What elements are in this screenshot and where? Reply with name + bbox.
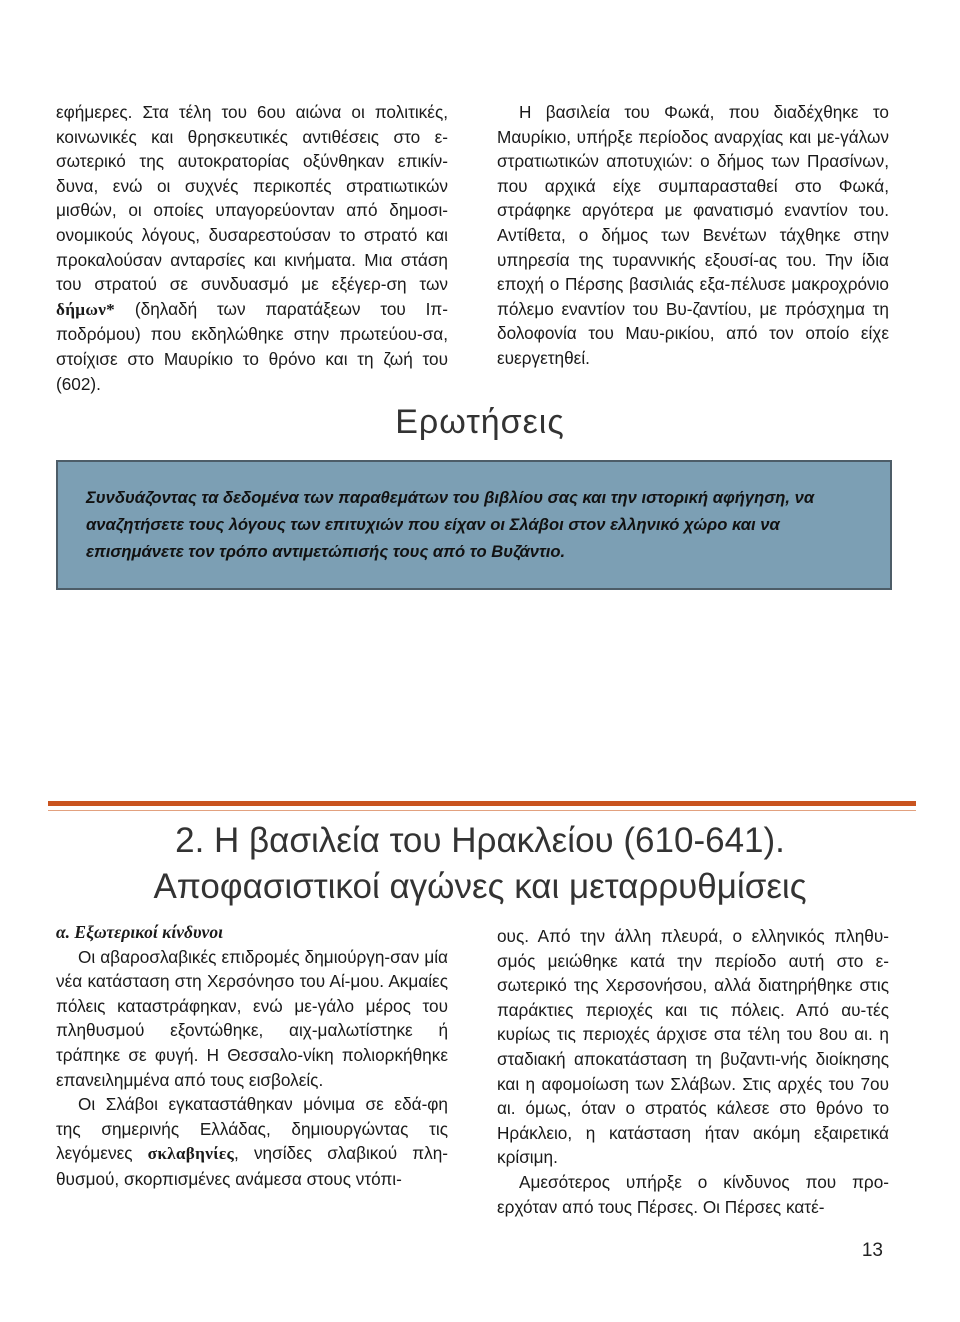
top-left-column xyxy=(56,100,448,396)
term-dimon: δήμων* xyxy=(56,299,116,319)
paragraph: Η βασιλεία του Φωκά, που διαδέχθηκε το Μαυρίκιο, υπήρξε περίοδος αναρχίας και με-γάλων στρατιωτικών αποτυχιών: ο δήμος των Πρασίνων, που αρχικά είχε συμπαρασταθεί στο Φωκά, στράφηκε αργότερα με φανατισμό εναντίον του. Αντίθετα, ο δήμος των Βενέτων τάχθηκε στην υπηρεσία της τυραννικής εξουσί-ας του. Την ίδια εποχή ο Πέρσης βασιλιάς εξα-πέλυσε μακροχρόνιο πόλεμο εναντίον του Βυ-ζαντίου, με πρόσχημα τη δολοφονία του Μαυ-ρικίου, από τον οποίο είχε ευεργετηθεί. xyxy=(497,102,889,368)
bottom-left-column xyxy=(56,920,448,1192)
section-title-line-2: Αποφασιστικοί αγώνες και μεταρρυθμίσεις xyxy=(153,867,807,906)
paragraph: Οι αβαροσλαβικές επιδρομές δημιούργη-σαν μία νέα κατάσταση στη Χερσόνησο του Αί-μου. Ακμαίες πόλεις καταστράφηκαν, ενώ με-γάλο μέρος του πληθυσμού εξοντώθηκε, αιχ-μαλωτίστηκε ή τράπηκε σε φυγή. Η Θεσσαλο-νίκη πολιορκήθηκε επανειλημμένα από τους εισβολείς. xyxy=(56,946,448,1090)
paragraph: εφήμερες. Στα τέλη του 6ου αιώνα οι πολιτικές, κοινωνικές και θρησκευτικές αντιθέσεις στο ε-σωτερικό της αυτοκρατορίας οξύνθηκαν επικίν-δυνα, ενώ οι συχνές περικοπές στρατιωτικών μισθών, οι οποίες υπαγορεύονταν από δημοσι-ονομικούς λόγους, δυσαρεστούσαν το στρατό και προκαλούσαν ανταρσίες και κινήματα. Μια στάση του στρατού σε συνδυασμό με εξέγερ-ση των δήμων* (δηλαδή των παρατάξεων του Ιπ-ποδρόμου) που εκδηλώθηκε στην πρωτεύου-σα, στοίχισε στο Μαυρίκιο το θρόνο και τη ζωή του (602). xyxy=(56,102,449,394)
questions-text: Συνδυάζοντας τα δεδομένα των παραθεμάτων του βιβλίου σας και την ιστορική αφήγηση, να αναζητήσετε τους λόγους των επιτυχιών που είχαν οι Σλάβοι στον ελληνικό χώρο και να επισημάνετε τον τρόπο αντιμετώπισής τους από το Βυζάντιο. xyxy=(86,488,815,561)
section-title xyxy=(0,818,960,910)
paragraph: ους. Από την άλλη πλευρά, ο ελληνικός πληθυ-σμός μειώθηκε κατά την περίοδο αυτή στο ε-σωτερικό της Χερσονήσου, αλλά διατηρήθηκε στις παράκτιες περιοχές και τις πόλεις. Από αυ-τές κυρίως τις περιοχές άρχισε στα τέλη του 8ου αι. η σταδιακή αποκατάσταση τη βυζαντι-νής διοίκησης και η αφομοίωση των Σλάβων. Στις αρχές του 7ου αι. όμως, όταν ο στρατός κάλεσε στο θρόνο το Ηράκλειο, η κατάσταση ήταν ακόμη εξαιρετικά κρίσιμη. xyxy=(497,926,889,1168)
bottom-right-column xyxy=(497,924,889,1219)
questions-box xyxy=(56,460,892,590)
subheading: α. Εξωτερικοί κίνδυνοι xyxy=(56,922,223,942)
top-right-column xyxy=(497,100,889,371)
page-number: 13 xyxy=(861,1240,883,1261)
paragraph: Οι Σλάβοι εγκαταστάθηκαν μόνιμα σε εδά-φη της σημερινής Ελλάδας, δημιουργώντας τις λεγόμενες σκλαβηνίες, νησίδες σλαβικού πλη-θυσμού, σκορπισμένες ανάμεσα στους ντόπι- xyxy=(56,1094,448,1189)
paragraph: Αμεσότερος υπήρξε ο κίνδυνος που προ-ερχόταν από τους Πέρσες. Οι Πέρσες κατέ- xyxy=(497,1171,889,1217)
section-divider xyxy=(48,801,916,806)
section-divider-thin xyxy=(48,810,916,811)
section-title-line-1: 2. Η βασιλεία του Ηρακλείου (610-641). xyxy=(175,821,785,860)
term-sklavinies: σκλαβηνίες xyxy=(147,1144,235,1164)
questions-heading: Ερωτήσεις xyxy=(395,403,565,441)
